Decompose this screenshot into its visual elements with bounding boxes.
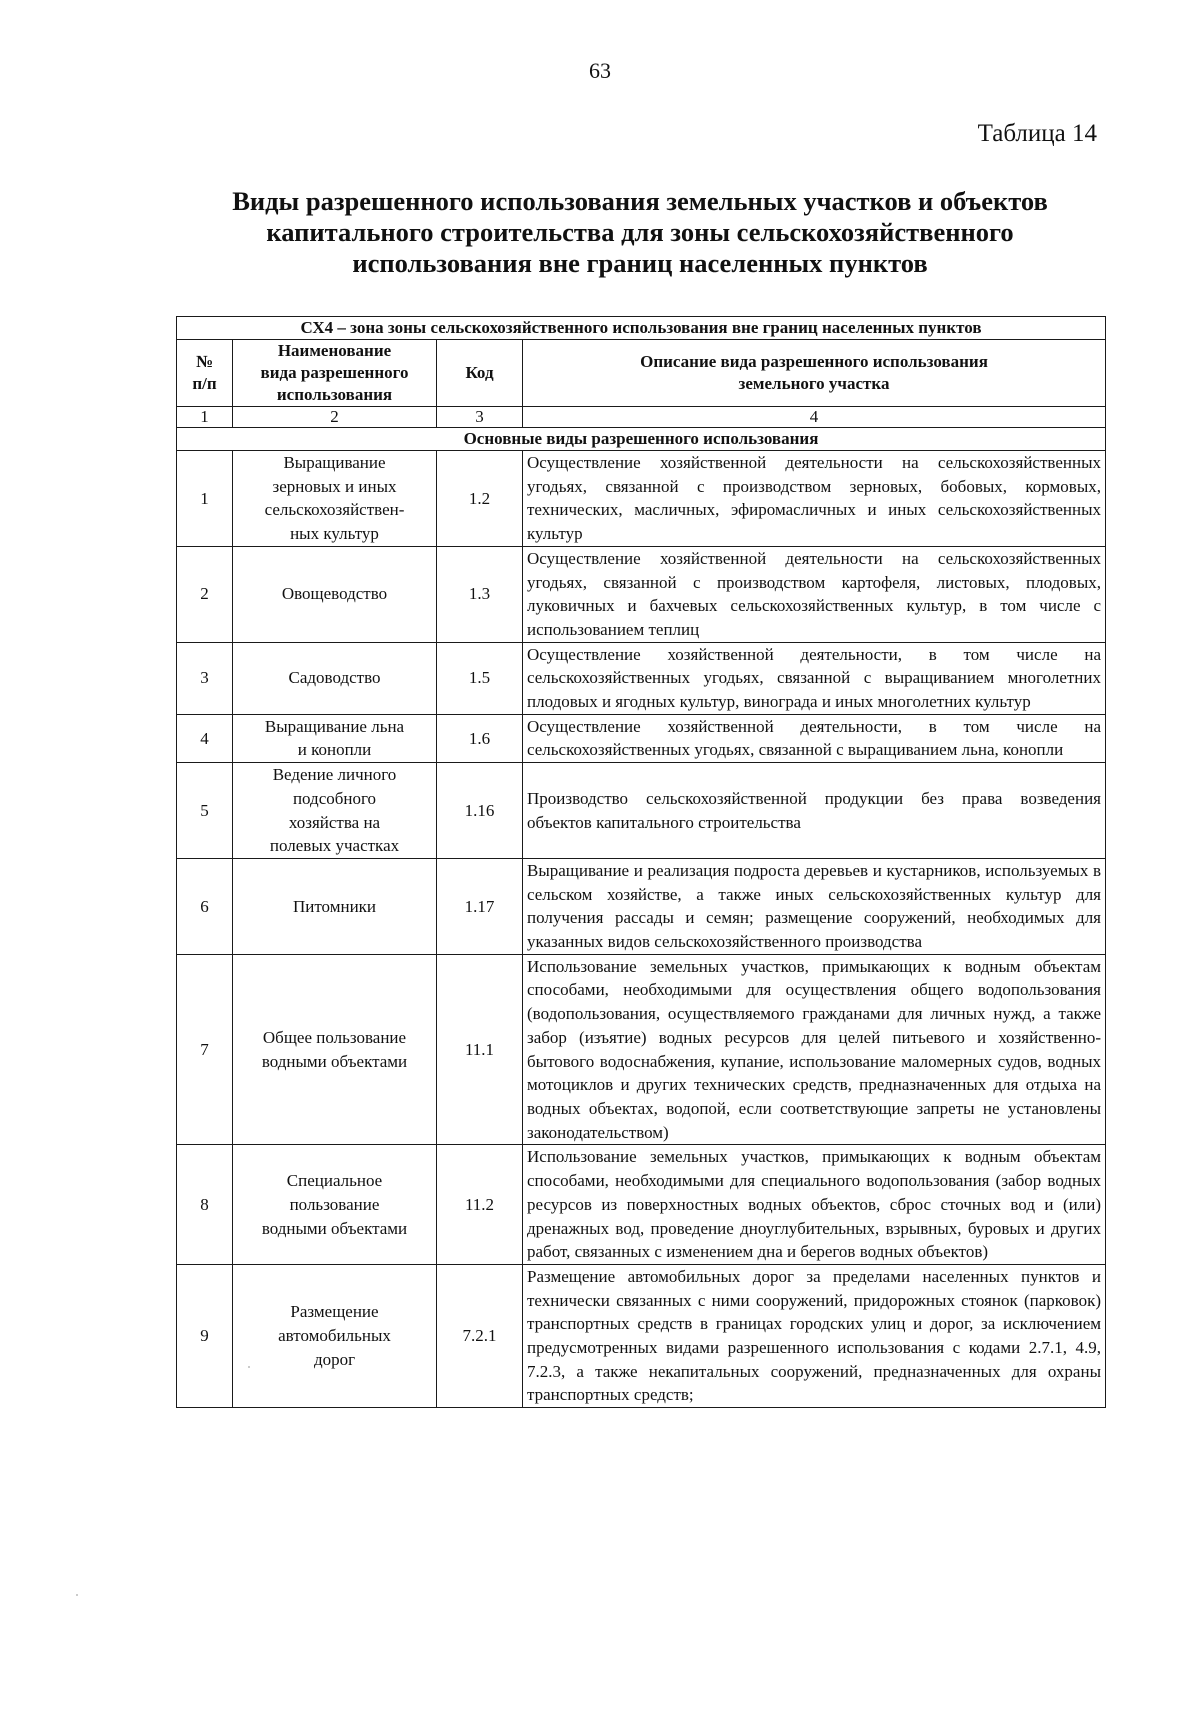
- header-code: Код: [437, 340, 523, 407]
- use-type-name-line: Выращивание: [283, 453, 386, 472]
- use-type-description: Производство сельскохозяйственной продукции без права возведения объектов капитального строительства: [523, 763, 1106, 859]
- title-line: капитального строительства для зоны сельскохозяйственного: [266, 217, 1014, 247]
- header-number-line: №: [195, 352, 214, 371]
- column-number: 2: [233, 407, 437, 428]
- document-title: [150, 186, 1130, 279]
- section-caption: Основные виды разрешенного использования: [177, 428, 1106, 451]
- use-type-code: 1.16: [437, 763, 523, 859]
- zone-caption: СХ4 – зона зоны сельскохозяйственного использования вне границ населенных пунктов: [177, 317, 1106, 340]
- use-type-name: [233, 546, 437, 642]
- use-type-name-line: водными объектами: [261, 1051, 408, 1071]
- use-type-name-line: Ведение личного: [272, 765, 397, 785]
- use-type-code: 1.6: [437, 714, 523, 762]
- section-caption-row: [177, 428, 1106, 451]
- row-number: 6: [177, 858, 233, 954]
- column-number: 1: [177, 407, 233, 428]
- use-type-name-line: ных культур: [290, 524, 379, 544]
- table-row: [177, 642, 1106, 714]
- use-type-description: Осуществление хозяйственной деятельности, в том числе на сельскохозяйственных угодьях, связанной с выращиванием льна, конопли: [523, 714, 1106, 762]
- use-type-name-line: подсобного: [292, 788, 377, 808]
- row-number: 3: [177, 642, 233, 714]
- use-type-name-line: Овощеводство: [281, 584, 388, 604]
- header-name-line: вида разрешенного: [260, 363, 409, 382]
- use-type-name-line: Питомники: [292, 896, 377, 916]
- use-type-description: Осуществление хозяйственной деятельности, в том числе на сельскохозяйственных угодьях, связанной с выращиванием многолетних плодовых и ягодных культур, винограда и иных многолетних культур: [523, 642, 1106, 714]
- use-type-description: Выращивание и реализация подроста деревьев и кустарников, используемых в сельском хозяйстве, а также иных сельскохозяйственных культур для получения рассады и семян; размещение сооружений, необходимых для указанных видов сельскохозяйственного производства: [523, 858, 1106, 954]
- title-line: использования вне границ населенных пунктов: [352, 248, 928, 278]
- use-type-name: [233, 1264, 437, 1407]
- row-number: 1: [177, 451, 233, 547]
- zone-caption-row: [177, 317, 1106, 340]
- row-number: 7: [177, 954, 233, 1145]
- use-type-name: [233, 858, 437, 954]
- use-type-name: [233, 451, 437, 547]
- row-number: 5: [177, 763, 233, 859]
- table-row: [177, 451, 1106, 547]
- title-line: Виды разрешенного использования земельных участков и объектов: [232, 186, 1048, 216]
- use-type-code: 7.2.1: [437, 1264, 523, 1407]
- use-type-name-line: автомобильных: [278, 1326, 391, 1346]
- column-number-row: [177, 407, 1106, 428]
- page-number: 63: [589, 58, 611, 83]
- use-type-name: [233, 642, 437, 714]
- use-type-name-line: пользование: [289, 1194, 380, 1214]
- header-description-line: Описание вида разрешенного использования: [640, 352, 988, 371]
- use-type-name: [233, 763, 437, 859]
- use-type-name-line: дорог: [313, 1349, 356, 1369]
- row-number: 9: [177, 1264, 233, 1407]
- use-type-name: [233, 954, 437, 1145]
- table-row: [177, 1264, 1106, 1407]
- use-type-description: Размещение автомобильных дорог за пределами населенных пунктов и технически связанных с ними сооружений, придорожных стоянок (парковок) транспортных средств в границах городских улиц и дорог, за исключением предусмотренных видами разрешенного использования с кодами 2.7.1, 4.9, 7.2.3, а также некапитальных сооружений, предназначенных для охраны транспортных средств;: [523, 1264, 1106, 1407]
- header-description: [523, 340, 1106, 407]
- use-type-name-line: хозяйства на: [288, 812, 381, 832]
- use-type-description: Осуществление хозяйственной деятельности на сельскохозяйственных угодьях, связанной с производством картофеля, листовых, плодовых, луковичных и бахчевых сельскохозяйственных культур, в том числе с использованием теплиц: [523, 546, 1106, 642]
- use-type-name-line: зерновых и иных: [272, 476, 397, 496]
- table-row: [177, 1145, 1106, 1265]
- header-number-line: п/п: [192, 374, 217, 393]
- column-number: 4: [523, 407, 1106, 428]
- table-row: [177, 763, 1106, 859]
- use-type-name-line: Специальное: [286, 1171, 383, 1191]
- header-name: [233, 340, 437, 407]
- use-type-code: 1.17: [437, 858, 523, 954]
- use-type-name-line: полевых участках: [269, 836, 400, 856]
- table-row: [177, 954, 1106, 1145]
- table-row: [177, 858, 1106, 954]
- table-row: [177, 546, 1106, 642]
- table-row: [177, 714, 1106, 762]
- use-type-code: 11.2: [437, 1145, 523, 1265]
- use-type-name-line: и конопли: [297, 740, 372, 760]
- row-number: 8: [177, 1145, 233, 1265]
- header-name-line: Наименование: [277, 341, 392, 360]
- use-type-name: [233, 714, 437, 762]
- use-type-code: 1.2: [437, 451, 523, 547]
- use-type-name-line: сельскохозяйствен-: [264, 500, 405, 520]
- table-body: [177, 451, 1106, 1408]
- use-type-name-line: водными объектами: [261, 1218, 408, 1238]
- land-use-table: [176, 316, 1106, 1408]
- use-type-description: Использование земельных участков, примыкающих к водным объектам способами, необходимыми для осуществления общего водопользования (водопользования, осуществляемого гражданами для личных нужд, а также забор (изъятие) водных ресурсов для целей питьевого и хозяйственно-бытового водоснабжения, купание, использование маломерных судов, водных мотоциклов и других технических средств, предназначенных для отдыха на водных объектах, водопой, если соответствующие запреты не установлены законодательством): [523, 954, 1106, 1145]
- table-label: Таблица 14: [977, 120, 1097, 147]
- use-type-name: [233, 1145, 437, 1265]
- row-number: 2: [177, 546, 233, 642]
- header-number: [177, 340, 233, 407]
- column-number: 3: [437, 407, 523, 428]
- scan-speck: [248, 1366, 250, 1368]
- use-type-code: 1.5: [437, 642, 523, 714]
- use-type-code: 1.3: [437, 546, 523, 642]
- use-type-name-line: Размещение: [290, 1302, 379, 1322]
- use-type-description: Использование земельных участков, примыкающих к водным объектам способами, необходимыми для специального водопользования (забор водных ресурсов из поверхностных водных объектов, сброс сточных вод и (или) дренажных вод, проведение дноуглубительных, взрывных, буровых и других работ, связанных с изменением дна и берегов водных объектов): [523, 1145, 1106, 1265]
- use-type-code: 11.1: [437, 954, 523, 1145]
- row-number: 4: [177, 714, 233, 762]
- use-type-description: Осуществление хозяйственной деятельности на сельскохозяйственных угодьях, связанной с производством зерновых, бобовых, кормовых, технических, масличных, эфиромасличных и иных сельскохозяйственных культур: [523, 451, 1106, 547]
- header-row: [177, 340, 1106, 407]
- use-type-name-line: Садоводство: [288, 668, 381, 688]
- header-name-line: использования: [276, 385, 393, 404]
- use-type-name-line: Выращивание льна: [264, 716, 405, 736]
- use-type-name-line: Общее пользование: [262, 1027, 407, 1047]
- scan-speck: [76, 1594, 78, 1596]
- header-description-line: земельного участка: [738, 374, 890, 393]
